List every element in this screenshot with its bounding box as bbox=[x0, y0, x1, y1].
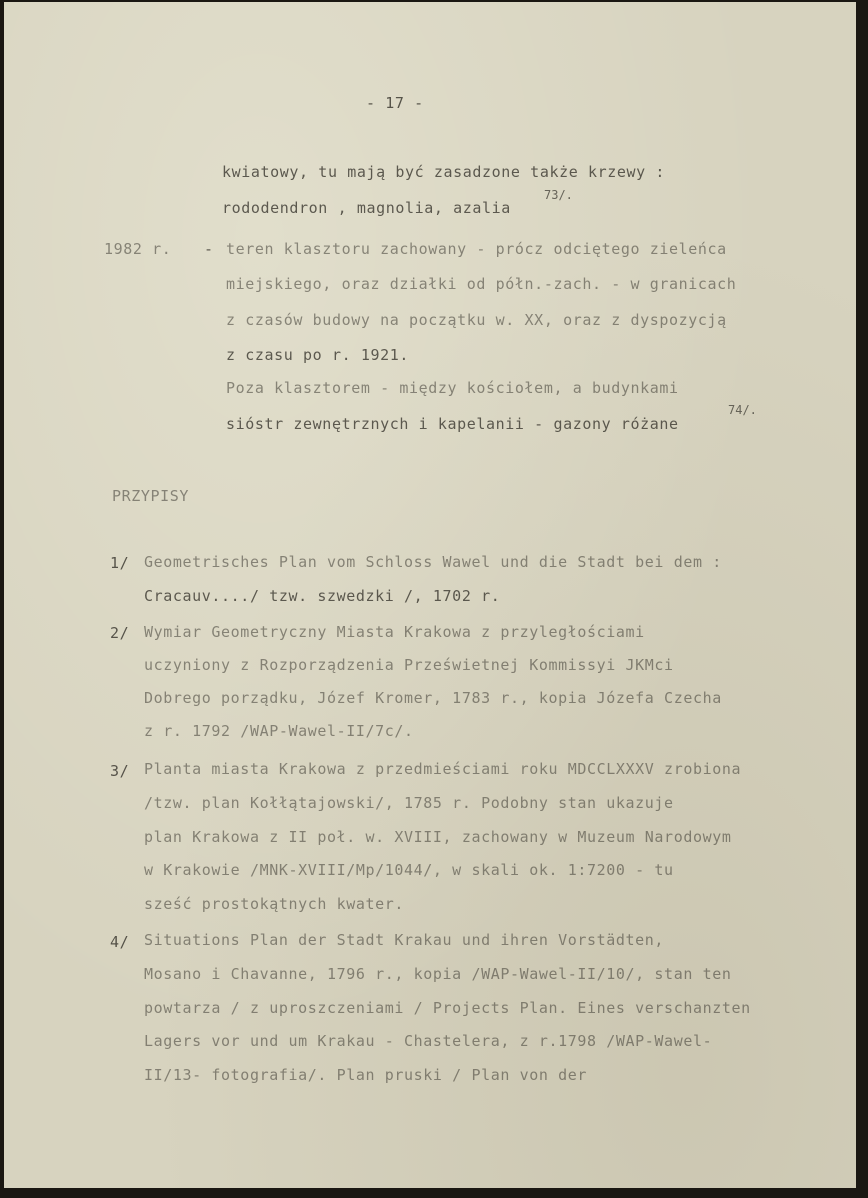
section-heading: PRZYPISY bbox=[112, 487, 190, 505]
text-line: z czasów budowy na początku w. XX, oraz z dyspozycją bbox=[226, 311, 727, 329]
text-line: kwiatowy, tu mają być zasadzone także krzewy : bbox=[222, 163, 666, 181]
text-line: rododendron , magnolia, azalia bbox=[222, 199, 511, 217]
footnote-number: 2/ bbox=[110, 624, 130, 642]
footnote-line: Wymiar Geometryczny Miasta Krakowa z przyległościami bbox=[144, 623, 645, 641]
footnote-line: powtarza / z uproszczeniami / Projects Plan. Eines verschanzten bbox=[144, 999, 751, 1017]
footnote-line: Dobrego porządku, Józef Kromer, 1783 r., kopia Józefa Czecha bbox=[144, 689, 722, 707]
footnote-line: sześć prostokątnych kwater. bbox=[144, 895, 405, 913]
text-line: z czasu po r. 1921. bbox=[226, 346, 409, 364]
year-label: 1982 r. bbox=[104, 240, 172, 258]
footnote-line: z r. 1792 /WAP-Wawel-II/7c/. bbox=[144, 722, 414, 740]
footnote-line: uczyniony z Rozporządzenia Prześwietnej Kommissyi JKMci bbox=[144, 656, 674, 674]
footnote-line: Planta miasta Krakowa z przedmieściami roku MDCCLXXXV zrobiona bbox=[144, 760, 742, 778]
dash: - bbox=[204, 240, 214, 258]
footnote-number: 1/ bbox=[110, 554, 130, 572]
footnote-line: Geometrisches Plan vom Schloss Wawel und die Stadt bei dem : bbox=[144, 553, 722, 571]
footnote-line: Cracauv..../ tzw. szwedzki /, 1702 r. bbox=[144, 587, 501, 605]
footnote-number: 4/ bbox=[110, 933, 130, 951]
footnote-number: 3/ bbox=[110, 762, 130, 780]
text-line: Poza klasztorem - między kościołem, a budynkami bbox=[226, 379, 679, 397]
footnote-line: w Krakowie /MNK-XVIII/Mp/1044/, w skali ok. 1:7200 - tu bbox=[144, 861, 674, 879]
footnote-line: Situations Plan der Stadt Krakau und ihren Vorstädten, bbox=[144, 931, 665, 949]
text-line: teren klasztoru zachowany - prócz odciętego zieleńca bbox=[226, 240, 727, 258]
footnote-line: II/13- fotografia/. Plan pruski / Plan von der bbox=[144, 1066, 588, 1084]
text-line: sióstr zewnętrznych i kapelanii - gazony różane bbox=[226, 415, 679, 433]
typewritten-page bbox=[4, 2, 856, 1188]
footnote-reference: 73/. bbox=[544, 188, 573, 202]
footnote-line: plan Krakowa z II poł. w. XVIII, zachowany w Muzeum Narodowym bbox=[144, 828, 732, 846]
text-line: miejskiego, oraz działki od półn.-zach. - w granicach bbox=[226, 275, 737, 293]
footnote-line: /tzw. plan Kołłątajowski/, 1785 r. Podobny stan ukazuje bbox=[144, 794, 674, 812]
page-number: - 17 - bbox=[366, 94, 424, 112]
footnote-reference: 74/. bbox=[728, 403, 757, 417]
footnote-line: Mosano i Chavanne, 1796 r., kopia /WAP-Wawel-II/10/, stan ten bbox=[144, 965, 732, 983]
footnote-line: Lagers vor und um Krakau - Chastelera, z r.1798 /WAP-Wawel- bbox=[144, 1032, 713, 1050]
